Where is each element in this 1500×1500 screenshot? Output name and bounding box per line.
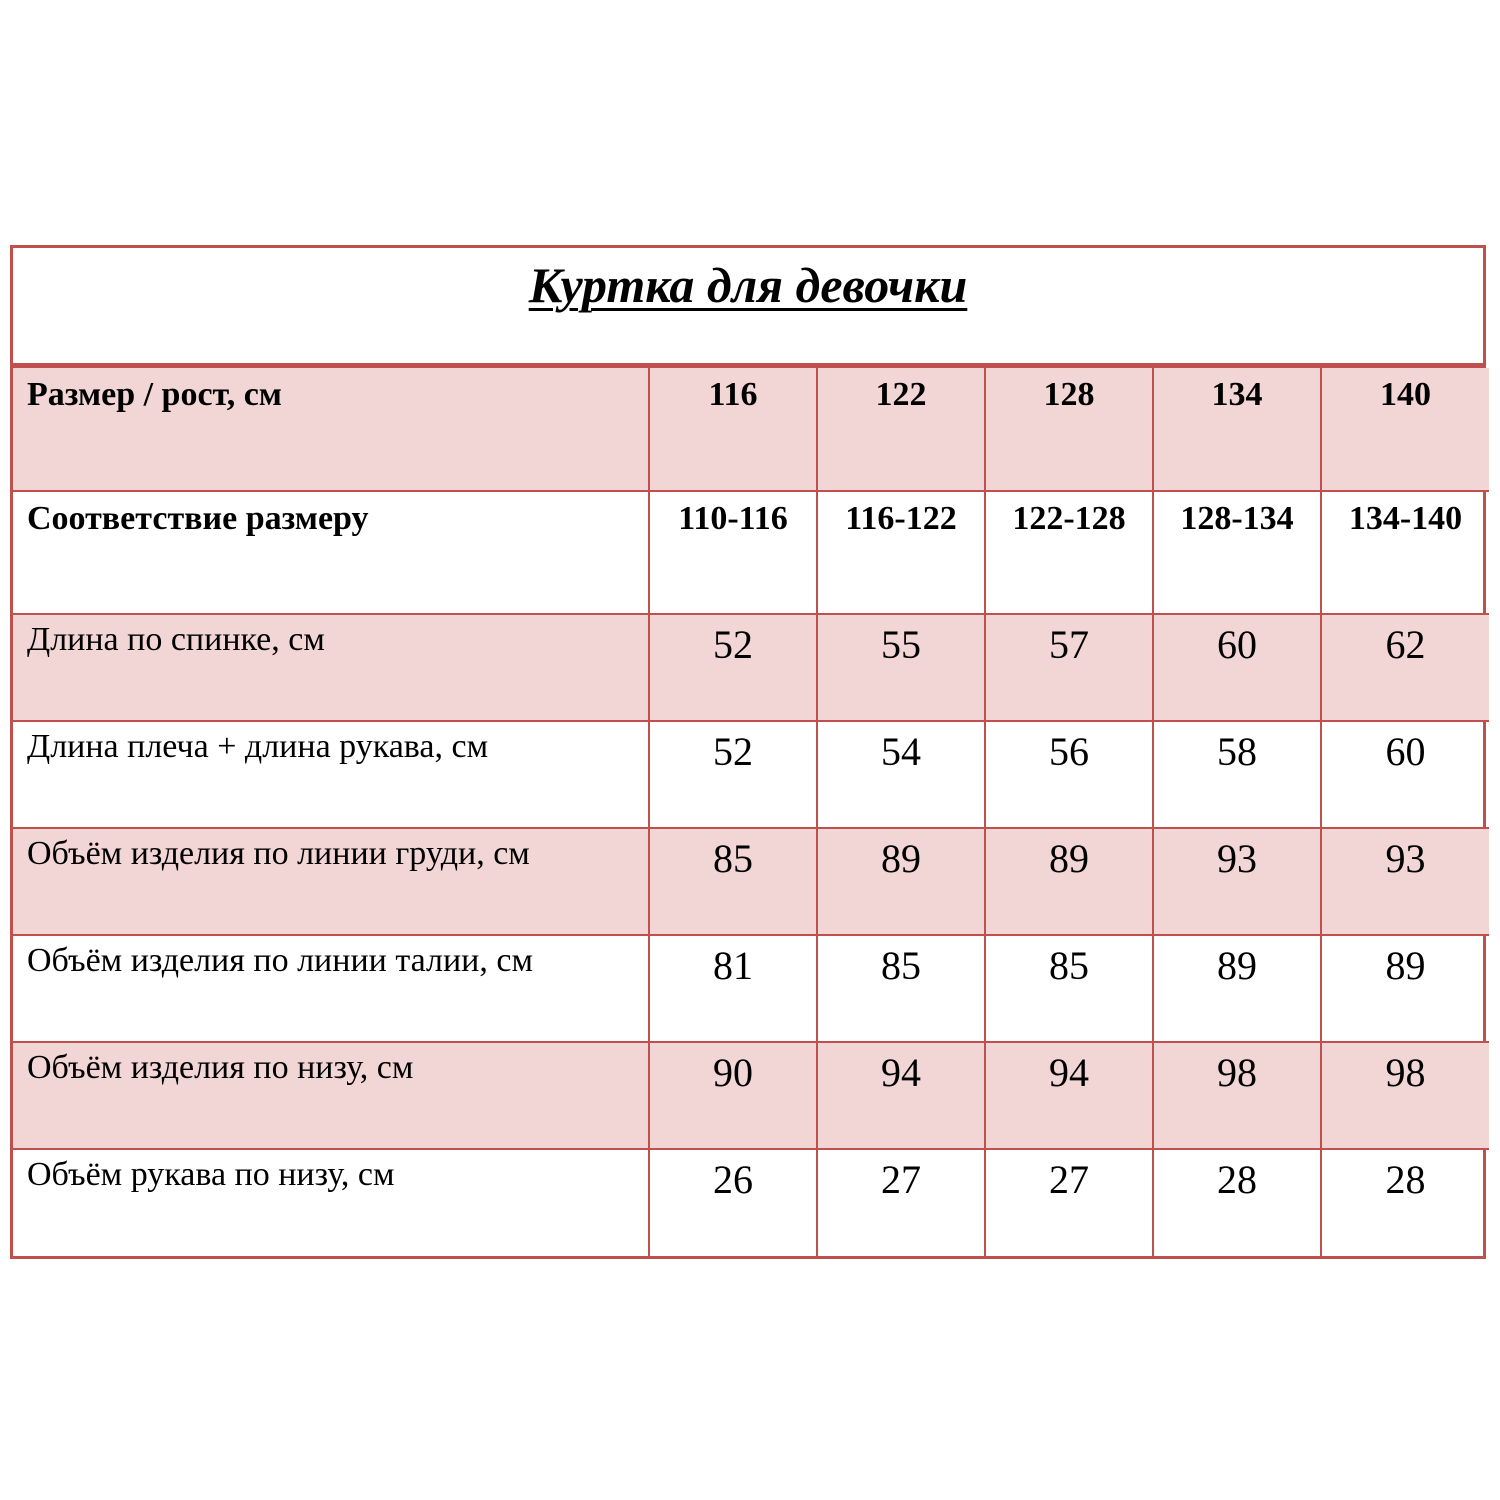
table-cell: 28: [1153, 1149, 1321, 1256]
table-cell: 81: [649, 935, 817, 1042]
table-row: [13, 721, 1489, 828]
table-cell: 98: [1321, 1042, 1489, 1149]
correspondence-row: [13, 491, 1489, 614]
table-cell: 94: [817, 1042, 985, 1149]
table-row: [13, 935, 1489, 1042]
size-header-cell: 116: [649, 368, 817, 491]
table-cell: 89: [817, 828, 985, 935]
correspondence-cell: 110-116: [649, 491, 817, 614]
table-cell: 85: [649, 828, 817, 935]
size-header-cell: 122: [817, 368, 985, 491]
page-title: Куртка для девочки: [528, 257, 968, 313]
table-cell: 60: [1321, 721, 1489, 828]
table-cell: 93: [1153, 828, 1321, 935]
table-cell: 85: [817, 935, 985, 1042]
row-label: Объём изделия по линии талии, см: [13, 935, 649, 1042]
size-header-cell: 128: [985, 368, 1153, 491]
table-row: [13, 828, 1489, 935]
row-label: Объём изделия по линии груди, см: [13, 828, 649, 935]
table-cell: 26: [649, 1149, 817, 1256]
row-label: Объём рукава по низу, см: [13, 1149, 649, 1256]
table-cell: 52: [649, 721, 817, 828]
table-header-row: [13, 368, 1489, 491]
table-cell: 89: [985, 828, 1153, 935]
size-header-cell: 134: [1153, 368, 1321, 491]
row-label: Длина плеча + длина рукава, см: [13, 721, 649, 828]
title-cell: [13, 248, 1483, 368]
table-cell: 27: [817, 1149, 985, 1256]
correspondence-cell: 122-128: [985, 491, 1153, 614]
table-cell: 85: [985, 935, 1153, 1042]
table-cell: 89: [1321, 935, 1489, 1042]
table-cell: 56: [985, 721, 1153, 828]
header-label: Размер / рост, см: [13, 368, 649, 491]
correspondence-cell: 134-140: [1321, 491, 1489, 614]
row-label: Объём изделия по низу, см: [13, 1042, 649, 1149]
size-header-cell: 140: [1321, 368, 1489, 491]
size-table: [13, 368, 1489, 1256]
table-cell: 28: [1321, 1149, 1489, 1256]
table-cell: 58: [1153, 721, 1321, 828]
table-cell: 55: [817, 614, 985, 721]
table-row: [13, 1042, 1489, 1149]
table-row: [13, 614, 1489, 721]
row-label: Длина по спинке, см: [13, 614, 649, 721]
table-cell: 89: [1153, 935, 1321, 1042]
table-cell: 93: [1321, 828, 1489, 935]
table-cell: 27: [985, 1149, 1153, 1256]
size-chart: [10, 245, 1486, 1259]
table-cell: 94: [985, 1042, 1153, 1149]
table-cell: 90: [649, 1042, 817, 1149]
table-cell: 98: [1153, 1042, 1321, 1149]
table-row: [13, 1149, 1489, 1256]
table-cell: 54: [817, 721, 985, 828]
table-cell: 57: [985, 614, 1153, 721]
table-cell: 60: [1153, 614, 1321, 721]
correspondence-label: Соответствие размеру: [13, 491, 649, 614]
correspondence-cell: 116-122: [817, 491, 985, 614]
correspondence-cell: 128-134: [1153, 491, 1321, 614]
table-cell: 62: [1321, 614, 1489, 721]
table-cell: 52: [649, 614, 817, 721]
